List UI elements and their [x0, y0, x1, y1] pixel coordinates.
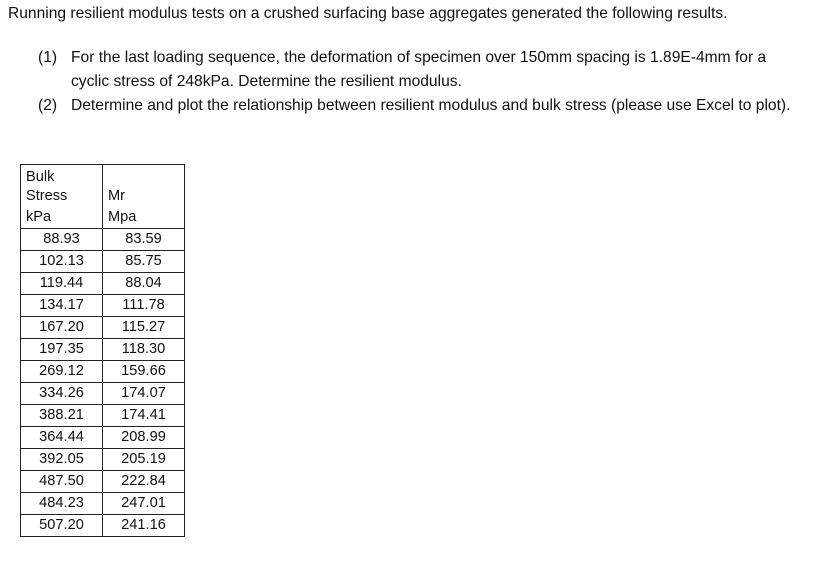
mr-cell: 247.01: [103, 493, 185, 515]
bulk-stress-cell: 197.35: [21, 339, 103, 361]
mr-cell: 241.16: [103, 515, 185, 537]
table-body: [21, 229, 185, 537]
mr-cell: 222.84: [103, 471, 185, 493]
bulk-stress-header-line2: Stress: [26, 188, 68, 204]
table-row: [21, 405, 185, 427]
data-table: [20, 164, 185, 537]
bulk-stress-cell: 334.26: [21, 383, 103, 405]
bulk-stress-cell: 167.20: [21, 317, 103, 339]
question-number: (2): [38, 97, 58, 114]
mr-cell: 111.78: [103, 295, 185, 317]
bulk-stress-cell: 119.44: [21, 273, 103, 295]
problem-intro: Running resilient modulus tests on a crushed surfacing base aggregates generated the following results.: [8, 5, 728, 22]
mr-cell: 85.75: [103, 251, 185, 273]
bulk-stress-cell: 102.13: [21, 251, 103, 273]
table-row: [21, 229, 185, 251]
mr-header-label: Mr: [108, 188, 126, 204]
mr-cell: 159.66: [103, 361, 185, 383]
table-row: [21, 515, 185, 537]
table-row: [21, 251, 185, 273]
mr-cell: 208.99: [103, 427, 185, 449]
bulk-stress-unit: kPa: [21, 207, 103, 229]
bulk-stress-header: [21, 165, 103, 208]
mr-cell: 118.30: [103, 339, 185, 361]
table-row: [21, 273, 185, 295]
table-row: [21, 383, 185, 405]
question-text: For the last loading sequence, the deformation of specimen over 150mm spacing is 1.89E-4mm for a cyclic stress of 248kPa. Determine the resilient modulus.: [71, 49, 767, 90]
table-row: [21, 493, 185, 515]
mr-cell: 205.19: [103, 449, 185, 471]
table-row: [21, 361, 185, 383]
table-unit-row: [21, 207, 185, 229]
bulk-stress-header-line1: Bulk: [26, 169, 55, 185]
table-row: [21, 449, 185, 471]
bulk-stress-cell: 507.20: [21, 515, 103, 537]
table-header-row: [21, 165, 185, 208]
table-row: [21, 427, 185, 449]
question-text: Determine and plot the relationship between resilient modulus and bulk stress (please use Excel to plot).: [71, 97, 791, 114]
mr-cell: 115.27: [103, 317, 185, 339]
bulk-stress-cell: 392.05: [21, 449, 103, 471]
table-row: [21, 471, 185, 493]
mr-header: [103, 165, 185, 208]
bulk-stress-cell: 364.44: [21, 427, 103, 449]
table-row: [21, 295, 185, 317]
mr-cell: 88.04: [103, 273, 185, 295]
mr-cell: 83.59: [103, 229, 185, 251]
table-row: [21, 317, 185, 339]
question-item: [38, 46, 808, 94]
question-list: [38, 46, 808, 118]
table-row: [21, 339, 185, 361]
mr-cell: 174.07: [103, 383, 185, 405]
question-number: (1): [38, 49, 58, 66]
bulk-stress-cell: 484.23: [21, 493, 103, 515]
bulk-stress-cell: 134.17: [21, 295, 103, 317]
question-item: [38, 94, 808, 118]
bulk-stress-cell: 88.93: [21, 229, 103, 251]
bulk-stress-cell: 487.50: [21, 471, 103, 493]
bulk-stress-cell: 388.21: [21, 405, 103, 427]
mr-cell: 174.41: [103, 405, 185, 427]
mr-unit: Mpa: [103, 207, 185, 229]
bulk-stress-cell: 269.12: [21, 361, 103, 383]
